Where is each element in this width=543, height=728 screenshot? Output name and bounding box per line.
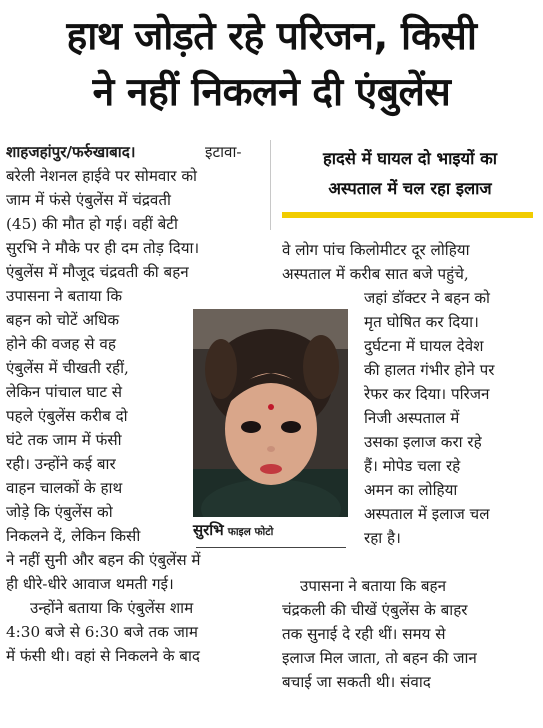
body-line: उन्होंने बताया कि एंबुलेंस शाम	[30, 599, 194, 617]
body-line: दुर्घटना में घायल देवेश	[364, 337, 484, 355]
body-line: निजी अस्पताल में	[364, 409, 460, 427]
caption-rule	[196, 547, 346, 548]
caption-name: सुरभि	[193, 521, 224, 539]
body-line: उपासना ने बताया कि	[6, 287, 123, 305]
dateline: शाहजहांपुर/फर्रुखाबाद।	[6, 143, 136, 161]
photo-caption	[193, 520, 348, 550]
body-line: ही धीरे-धीरे आवाज थमती गई।	[6, 575, 174, 593]
body-line: अस्पताल में इलाज चल	[364, 505, 490, 523]
body-line: जहां डॉक्टर ने बहन को	[364, 289, 490, 307]
body-line: एंबुलेंस में चीखती रहीं,	[6, 359, 129, 377]
body-line: उसका इलाज करा रहे	[364, 433, 482, 451]
body-line: जोड़े कि एंबुलेंस को	[6, 503, 113, 521]
caption-tag: फाइल फोटो	[227, 526, 274, 538]
body-line: अस्पताल में करीब सात बजे पहुंचे,	[282, 265, 469, 283]
body-line: हैं। मोपेड चला रहे	[364, 457, 461, 475]
subhead-line-2: अस्पताल में चल रहा इलाज	[328, 179, 492, 198]
body-line: इलाज मिल जाता, तो बहन की जान	[282, 649, 477, 667]
subhead-line-1: हादसे में घायल दो भाइयों का	[322, 149, 498, 168]
body-line: पहले एंबुलेंस करीब दो	[6, 407, 128, 425]
headline-line-2: ने नहीं निकलने दी एंबुलेंस	[92, 70, 451, 115]
body-line: घंटे तक जाम में फंसी	[6, 431, 122, 449]
body-line: इटावा-	[205, 143, 242, 161]
body-line: तक सुनाई दे रही थीं। समय से	[282, 625, 446, 643]
body-line: सुरभि ने मौके पर ही दम तोड़ दिया।	[6, 239, 200, 257]
body-line: लेकिन पांचाल घाट से	[6, 383, 123, 401]
body-line: होने की वजह से वह	[6, 335, 116, 353]
body-line: रेफर कर दिया। परिजन	[364, 385, 490, 403]
body-line: अमन का लोहिया	[364, 481, 458, 499]
body-line: मृत घोषित कर दिया।	[364, 313, 479, 331]
body-line: निकलने दें, लेकिन किसी	[6, 527, 141, 545]
body-line: जाम में फंसे एंबुलेंस में चंद्रवती	[6, 191, 171, 209]
body-line: बहन को चोटें अधिक	[6, 311, 120, 329]
body-line: चंद्रकली की चीखें एंबुलेंस के बाहर	[282, 601, 468, 619]
headline-line-1: हाथ जोड़ते रहे परिजन, किसी	[66, 14, 477, 59]
body-line: एंबुलेंस में मौजूद चंद्रवती की बहन	[6, 263, 189, 281]
body-line: 4:30 बजे से 6:30 बजे तक जाम	[6, 623, 198, 641]
body-line: ने नहीं सुनी और बहन की एंबुलेंस में	[6, 551, 201, 569]
body-line: वाहन चालकों के हाथ	[6, 479, 123, 497]
body-line: बरेली नेशनल हाईवे पर सोमवार को	[6, 167, 197, 185]
body-line: रहा है।	[364, 529, 401, 547]
body-line: रही। उन्होंने कई बार	[6, 455, 116, 473]
body-line: की हालत गंभीर होने पर	[364, 361, 495, 379]
body-line: उपासना ने बताया कि बहन	[300, 577, 447, 595]
child-photo	[193, 309, 348, 517]
body-line: बचाई जा सकती थी। संवाद	[282, 673, 431, 691]
body-line: (45) की मौत हो गई। वहीं बेटी	[6, 215, 178, 233]
accent-bar	[282, 212, 533, 218]
body-line: में फंसी थी। वहां से निकलने के बाद	[6, 647, 200, 665]
body-line: वे लोग पांच किलोमीटर दूर लोहिया	[282, 241, 470, 259]
column-divider	[270, 140, 271, 230]
